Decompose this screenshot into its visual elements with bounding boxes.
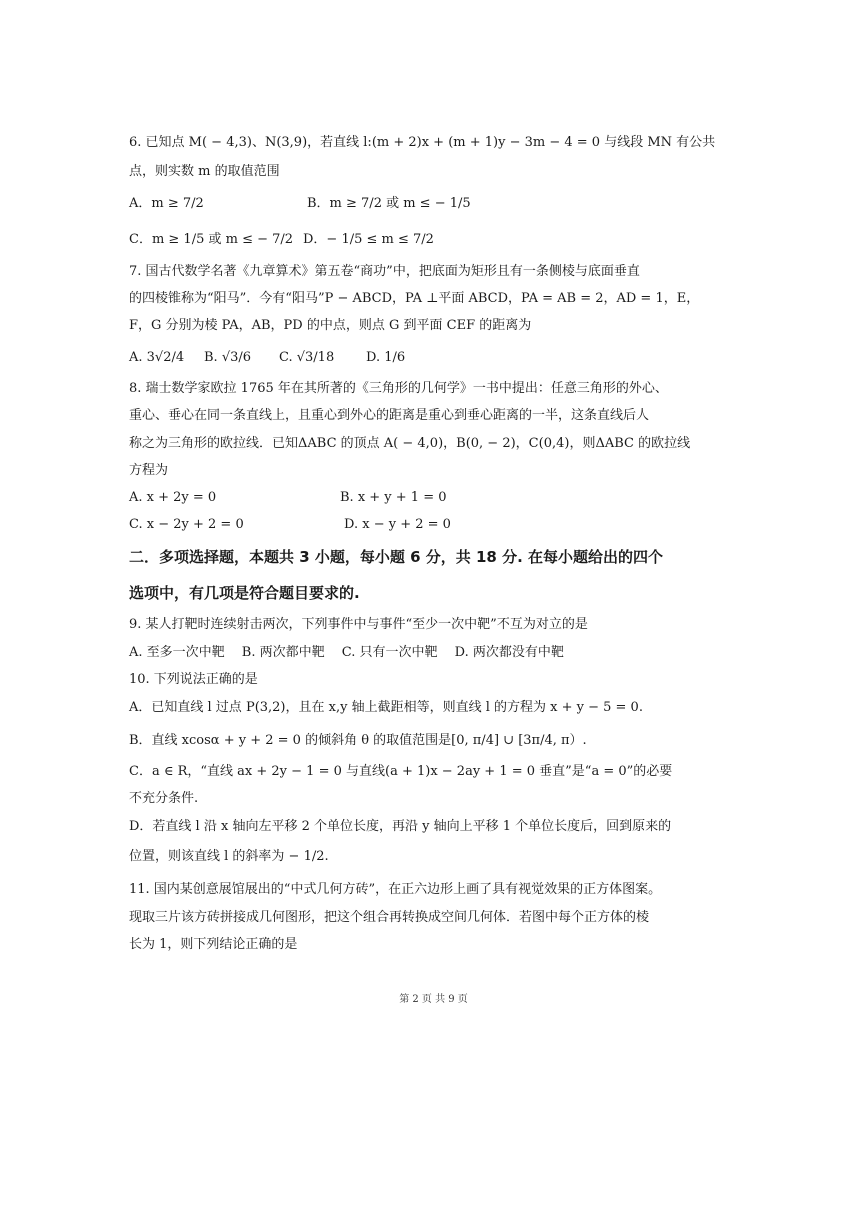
section2-title-line-2: 选项中，有几项是符合题目要求的. [129,584,360,602]
q11-stem-line-1: 11. 国内某创意展馆展出的“中式几何方砖”，在正六边形上画了具有视觉效果的正方体图案。 [129,882,662,897]
q7-stem-line-3: F，G 分别为棱 PA，AB，PD 的中点，则点 G 到平面 CEF 的距离为 [129,318,532,333]
q10-option-d-line-2: 位置，则该直线 l 的斜率为 − 1/2. [129,849,329,864]
q8-option-c: C. x − 2y + 2 = 0 [129,517,244,532]
q7-option-a: A. 3√2/4 [129,350,185,365]
q9-stem: 9. 某人打靶时连续射击两次，下列事件中与事件“至少一次中靶”不互为对立的是 [129,617,588,632]
q8-stem-line-3: 称之为三角形的欧拉线．已知ΔABC 的顶点 A( − 4,0)，B(0, − 2)，C(0,4)，则ΔABC 的欧拉线 [129,436,691,451]
q6-option-d: D．− 1/5 ≤ m ≤ 7/2 [303,232,434,247]
q8-option-d: D. x − y + 2 = 0 [344,517,451,532]
q8-option-b: B. x + y + 1 = 0 [340,490,447,505]
q8-stem-line-2: 重心、垂心在同一条直线上，且重心到外心的距离是重心到垂心距离的一半，这条直线后人 [129,408,650,423]
q8-stem-line-4: 方程为 [129,463,169,478]
q10-option-c-line-1: C．a ∈ R，“直线 ax + 2y − 1 = 0 与直线(a + 1)x − 2ay + 1 = 0 垂直”是“a = 0”的必要 [129,764,673,779]
q8-option-a: A. x + 2y = 0 [129,490,217,505]
q7-option-d: D. 1/6 [366,350,406,365]
q10-stem: 10. 下列说法正确的是 [129,672,258,687]
q6-option-c: C．m ≥ 1/5 或 m ≤ − 7/2 [129,232,294,247]
q10-option-d-line-1: D．若直线 l 沿 x 轴向左平移 2 个单位长度，再沿 y 轴向上平移 1 个单位长度后，回到原来的 [129,819,672,834]
q10-option-b: B．直线 xcosα + y + 2 = 0 的倾斜角 θ 的取值范围是[0, π/4] ∪ [3π/4, π）. [129,733,587,748]
q6-option-a: A．m ≥ 7/2 [129,196,204,211]
q6-stem-line-2: 点，则实数 m 的取值范围 [129,164,280,179]
q6-option-b: B．m ≥ 7/2 或 m ≤ − 1/5 [307,196,471,211]
q11-stem-line-3: 长为 1，则下列结论正确的是 [129,937,298,952]
q10-option-c-line-2: 不充分条件. [129,791,199,806]
q8-stem-line-1: 8. 瑞士数学家欧拉 1765 年在其所著的《三角形的几何学》一书中提出：任意三角形的外心、 [129,381,668,396]
q7-option-c: C. √3/18 [279,350,335,365]
q7-option-b: B. √3/6 [204,350,252,365]
q9-options: A. 至多一次中靶 B. 两次都中靶 C. 只有一次中靶 D. 两次都没有中靶 [129,645,564,660]
page-footer: 第 2 页 共 9 页 [399,994,468,1005]
q10-option-a: A．已知直线 l 过点 P(3,2)，且在 x,y 轴上截距相等，则直线 l 的方程为 x + y − 5 = 0. [129,700,643,715]
q7-stem-line-1: 7. 国古代数学名著《九章算术》第五卷“商功”中，把底面为矩形且有一条侧棱与底面垂直 [129,264,640,279]
q11-stem-line-2: 现取三片该方砖拼接成几何图形，把这个组合再转换成空间几何体．若图中每个正方体的棱 [129,910,650,925]
q6-stem-line-1: 6. 已知点 M( − 4,3)、N(3,9)，若直线 l:(m + 2)x + (m + 1)y − 3m − 4 = 0 与线段 MN 有公共 [129,135,716,150]
q7-stem-line-2: 的四棱锥称为“阳马”．今有“阳马”P − ABCD，PA ⊥平面 ABCD，PA = AB = 2，AD = 1，E， [129,291,700,306]
section2-title-line-1: 二．多项选择题，本题共 3 小题，每小题 6 分，共 18 分. 在每小题给出的四个 [129,548,664,566]
